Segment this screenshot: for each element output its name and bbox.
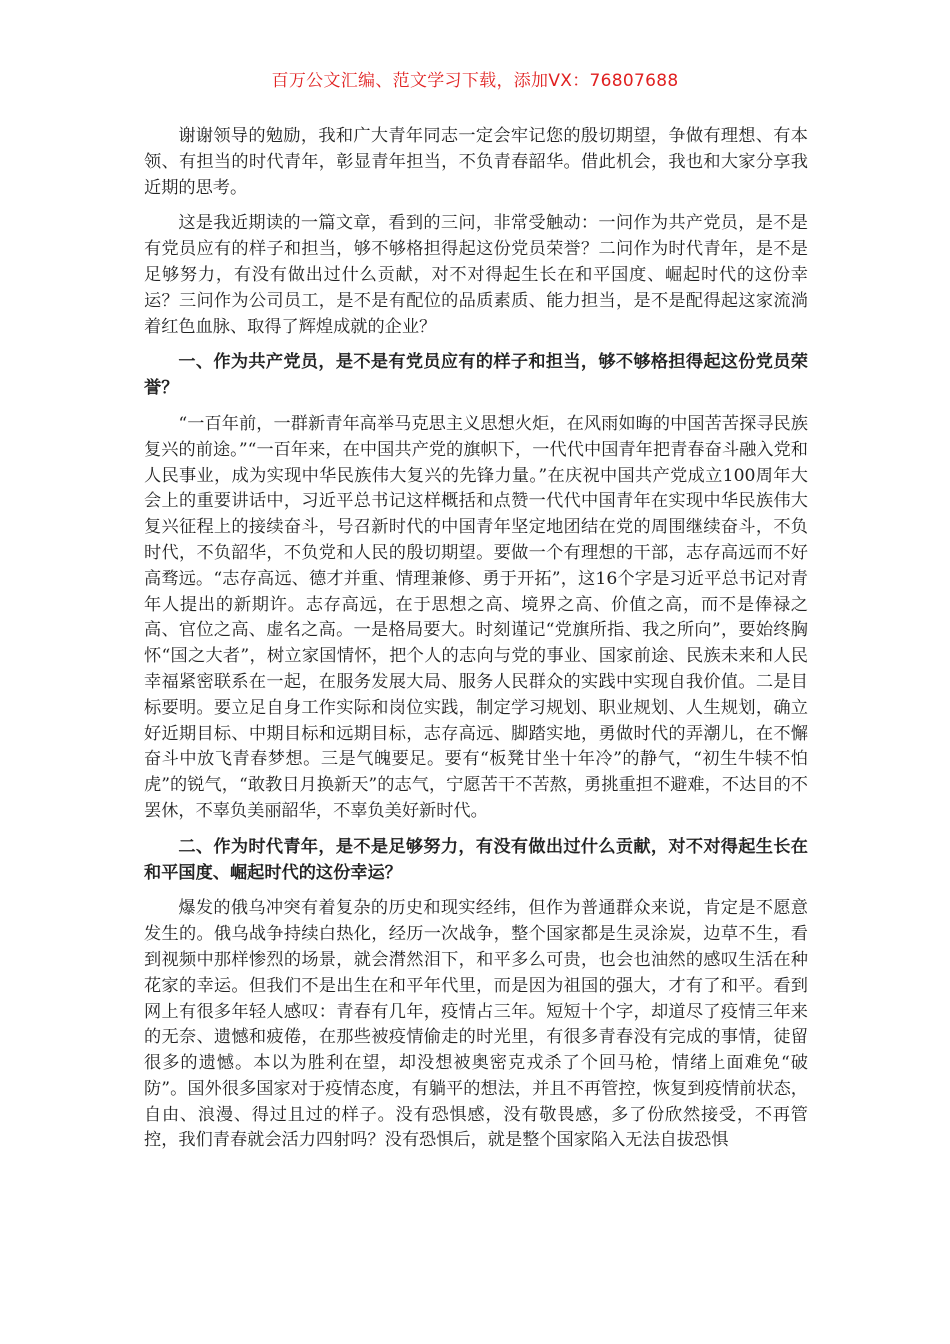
- section-heading-2: 二、作为时代青年，是不是足够努力，有没有做出过什么贡献，对不对得起生长在和平国度、崛起时代的这份幸运？: [144, 836, 808, 883]
- paragraph-three-questions: 这是我近期读的一篇文章，看到的三问，非常受触动：一问作为共产党员，是不是有党员应有的样子和担当，够不够格担得起这份党员荣誉？二问作为时代青年，是不是足够努力，有没有做出过什么贡献，对不对得起生长在和平国度、崛起时代的这份幸运？三问作为公司员工，是不是有配位的品质素质、能力担当，是不是配得起这家流淌着红色血脉、取得了辉煌成就的企业？: [144, 213, 808, 337]
- header-banner: 百万公文汇编、范文学习下载，添加VX：76807688: [271, 71, 679, 91]
- section-heading-1: 一、作为共产党员，是不是有党员应有的样子和担当，够不够格担得起这份党员荣誉？: [144, 352, 808, 399]
- paragraph-section-2: 爆发的俄乌冲突有着复杂的历史和现实经纬，但作为普通群众来说，肯定是不愿意发生的。俄乌战争持续白热化，经历一次战争，整个国家都是生灵涂炭，边草不生，看到视频中那样惨烈的场景，就会潸然泪下，和平多么可贵，也会也油然的感叹生活在种花家的幸运。但我们不是出生在和平年代里，而是因为祖国的强大，才有了和平。看到网上有很多年轻人感叹：青春有几年，疫情占三年。短短十个字，却道尽了疫情三年来的无奈、遗憾和疲倦，在那些被疫情偷走的时光里，有很多青春没有完成的事情，徒留很多的遗憾。本以为胜利在望，却没想被奥密克戎杀了个回马枪，情绪上面难免“破防”。国外很多国家对于疫情态度，有躺平的想法，并且不再管控，恢复到疫情前状态，自由、浪漫、得过且过的样子。没有恐惧感，没有敬畏感，多了份欣然接受，不再管控，我们青春就会活力四射吗？没有恐惧后，就是整个国家陷入无法自拔恐惧: [144, 898, 808, 1151]
- paragraph-intro: 谢谢领导的勉励，我和广大青年同志一定会牢记您的殷切期望，争做有理想、有本领、有担当的时代青年，彰显青年担当，不负青春韶华。借此机会，我也和大家分享我近期的思考。: [144, 126, 808, 198]
- document-body: [144, 124, 808, 1164]
- paragraph-section-1: “一百年前，一群新青年高举马克思主义思想火炬，在风雨如晦的中国苦苦探寻民族复兴的前途。”“一百年来，在中国共产党的旗帜下，一代代中国青年把青春奋斗融入党和人民事业，成为实现中华民族伟大复兴的先锋力量。”在庆祝中国共产党成立100周年大会上的重要讲话中，习近平总书记这样概括和点赞一代代中国青年在实现中华民族伟大复兴征程上的接续奋斗，号召新时代的中国青年坚定地团结在党的周围继续奋斗，不负时代，不负韶华，不负党和人民的殷切期望。要做一个有理想的干部，志存高远而不好高骛远。“志存高远、德才并重、情理兼修、勇于开拓”，这16个字是习近平总书记对青年人提出的新期许。志存高远，在于思想之高、境界之高、价值之高，而不是俸禄之高、官位之高、虚名之高。一是格局要大。时刻谨记“党旗所指、我之所向”，要始终胸怀“国之大者”，树立家国情怀，把个人的志向与党的事业、国家前途、民族未来和人民幸福紧密联系在一起，在服务发展大局、服务人民群众的实践中实现自我价值。二是目标要明。要立足自身工作实际和岗位实践，制定学习规划、职业规划、人生规划，确立好近期目标、中期目标和远期目标，志存高远、脚踏实地，勇做时代的弄潮儿，在不懈奋斗中放飞青春梦想。三是气魄要足。要有“板凳甘坐十年冷”的静气，“初生牛犊不怕虎”的锐气，“敢教日月换新天”的志气，宁愿苦干不苦熬，勇挑重担不避难，不达目的不罢休，不辜负美丽韶华，不辜负美好新时代。: [144, 413, 808, 821]
